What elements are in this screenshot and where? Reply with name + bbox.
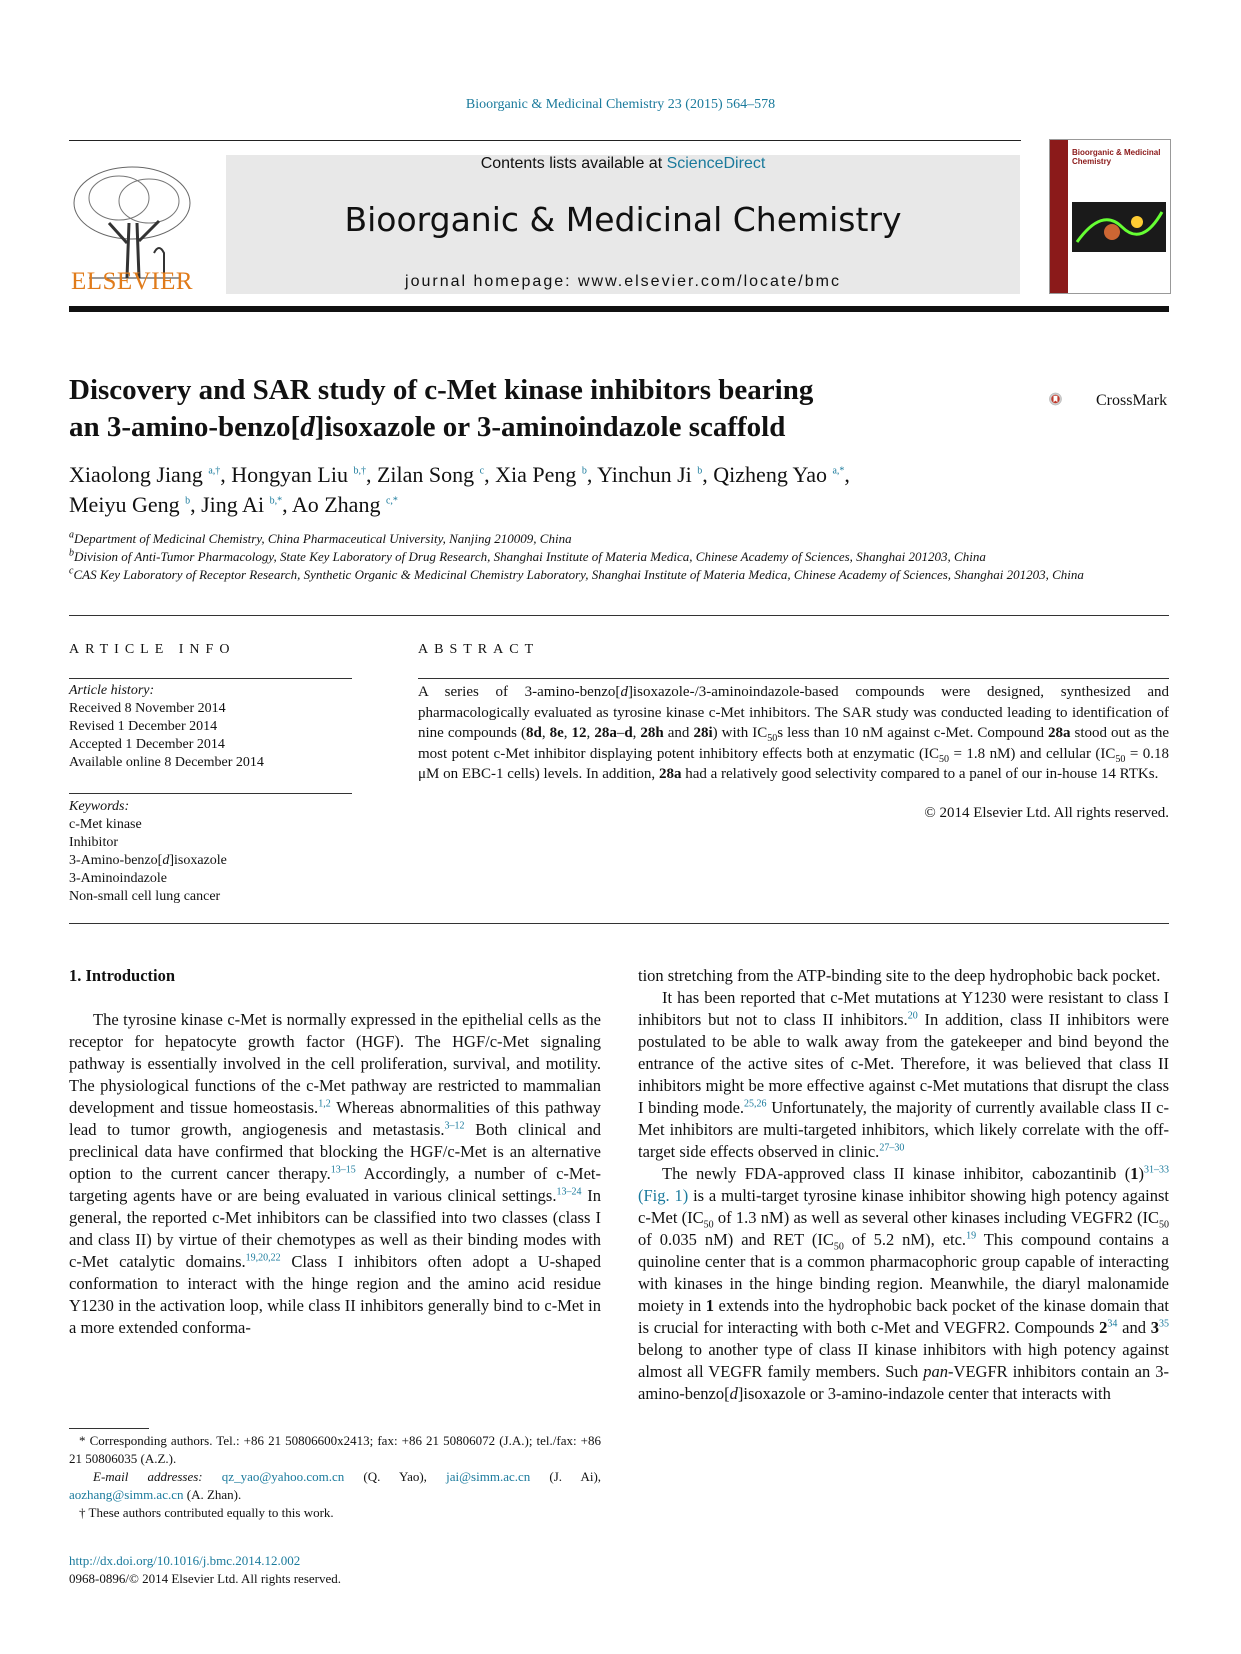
affiliation: $^a$Department of Medicinal Chemistry, China Pharmaceutical University, Nanjing 210009, China: [69, 529, 572, 546]
footnotes: [69, 1432, 601, 1522]
email-link[interactable]: qz_yao@yahoo.com.cn: [221, 1469, 345, 1484]
author: Qizheng Yao $^{a,*}$,: [713, 462, 850, 487]
crossmark-icon[interactable]: [1049, 378, 1091, 420]
author: Hongyan Liu $^{b,\dagger}$,: [231, 462, 377, 487]
accepted-date: Accepted 1 December 2014: [69, 737, 225, 752]
author: Yinchun Ji $^b$,: [597, 462, 714, 487]
email-link[interactable]: aozhang@simm.ac.cn: [69, 1487, 184, 1502]
paragraph: The newly FDA-approved class II kinase inhibitor, cabozantinib $(1)^{31-33}$ (Fig. 1) is a multi-target tyrosine kinase inhibitor showing high potency against c-Met ($IC_{50}$ of 1.3 nM) as well as several other kinases including VEGFR2 ($IC_{50}$ of 0.035 nM) and RET ($IC_{50}$ of 5.2 nM), etc.$^{19}$ This compound contains a quinoline center that is a common pharmacophoric group capable of interacting with kinases in the hinge binding region. Meanwhile, the diaryl malonamide moiety in 1 extends into the hydrophobic back pocket of the kinase domain that is crucial for interacting with both c-Met and VEGFR2. Compounds $2^{34}$ and $3^{35}$ belong to another type of class II kinase inhibitors with high potency against almost all VEGFR family members. Such pan-VEGFR inhibitors contain an 3-amino-benzo[d]isoxazole or 3-amino-indazole center that interacts with: [638, 1164, 1170, 1403]
revised-date: Revised 1 December 2014: [69, 719, 218, 734]
author: Meiyu Geng $^b$,: [69, 492, 202, 517]
section-rule: [69, 615, 1169, 616]
cover-image: [1072, 202, 1166, 252]
publisher-name: ELSEVIER: [70, 268, 194, 295]
contents-line: [226, 155, 1020, 173]
corresponding-footnote: * Corresponding authors. Tel.: +86 21 50806600x2413; fax: +86 21 50806072 (J.A.); tel./fax: +86 21 50806035 (A.Z.).: [69, 1433, 601, 1466]
paragraph: It has been reported that c-Met mutations at Y1230 were resistant to class I inhibitors but not to class II inhibitors.$^{20}$ In addition, class II inhibitors were postulated to be able to walk away from the gatekeeper and bind beyond the entrance of the active sites of c-Met. Therefore, it was believed that class II inhibitors might be more effective against c-Met mutations that disrupt the class I binding mode.$^{25,26}$ Unfortunately, the majority of currently available class II c-Met inhibitors are multi-targeted inhibitors, which likely correlate with the off-target side effects observed in clinic.$^{27-30}$: [638, 988, 1169, 1161]
abstract-copyright: © 2014 Elsevier Ltd. All rights reserved.: [924, 805, 1169, 821]
author: Xia Peng $^b$,: [495, 462, 598, 487]
keyword: 3-Amino-benzo[d]isoxazole: [69, 853, 227, 868]
journal-citation[interactable]: Bioorganic & Medicinal Chemistry 23 (2015) 564–578: [465, 97, 776, 112]
abstract-heading: ABSTRACT: [418, 642, 540, 657]
journal-cover-thumbnail: [1049, 139, 1171, 294]
online-date: Available online 8 December 2014: [69, 755, 264, 770]
body-column-left: [69, 965, 601, 1339]
title-line-2: an 3-amino-benzo[d]isoxazole or 3-aminoindazole scaffold: [69, 411, 786, 443]
sciencedirect-link[interactable]: ScienceDirect: [666, 155, 766, 172]
email-link[interactable]: jai@simm.ac.cn: [446, 1469, 531, 1484]
author: Ao Zhang $^{c,*}$: [291, 492, 398, 517]
keyword: 3-Aminoindazole: [69, 871, 167, 886]
article-info-heading: ARTICLE INFO: [69, 642, 236, 657]
equal-contribution-footnote: † These authors contributed equally to this work.: [79, 1505, 334, 1520]
issn-line: 0968-0896/© 2014 Elsevier Ltd. All rights reserved.: [69, 1571, 341, 1586]
received-date: Received 8 November 2014: [69, 701, 226, 716]
header-rule: [69, 140, 1021, 141]
figure-link[interactable]: (Fig. 1): [638, 1186, 689, 1205]
article-info-rule: [69, 678, 352, 679]
section-heading: 1. Introduction: [69, 966, 176, 985]
author-list: [69, 460, 1169, 520]
body-column-right: [638, 965, 1169, 1405]
body-rule: [69, 923, 1169, 924]
paragraph: tion stretching from the ATP-binding site to the deep hydrophobic back pocket.: [638, 966, 1161, 985]
keywords: [69, 798, 352, 906]
author: Jing Ai $^{b,*}$,: [201, 492, 292, 517]
history-label: Article history:: [69, 683, 155, 698]
doi-block: [69, 1552, 601, 1588]
journal-homepage[interactable]: journal homepage: www.elsevier.com/locate/bmc: [405, 273, 841, 290]
header-thick-rule: [69, 306, 1169, 312]
author: Xiaolong Jiang $^{a,\dagger}$,: [69, 462, 232, 487]
keyword: c-Met kinase: [69, 817, 142, 832]
crossmark-label[interactable]: CrossMark: [1096, 392, 1168, 409]
keywords-rule: [69, 793, 352, 794]
affiliation: $^b$Division of Anti-Tumor Pharmacology, State Key Laboratory of Drug Research, Shanghai Institute of Materia Medica, Chinese Academy of Sciences, Shanghai 201203, China: [69, 547, 986, 564]
author: Zilan Song $^c$,: [376, 462, 496, 487]
footnote-rule: [69, 1428, 149, 1429]
article-title: [69, 372, 969, 446]
cover-title: Bioorganic & Medicinal Chemistry: [1072, 148, 1161, 166]
affiliation: $^c$CAS Key Laboratory of Receptor Research, Synthetic Organic & Medicinal Chemistry Laboratory, Shanghai Institute of Materia Medica, Chinese Academy of Sciences, Shanghai 201203, China: [69, 565, 1084, 582]
title-line-1: Discovery and SAR study of c-Met kinase inhibitors bearing: [69, 374, 814, 406]
article-history: [69, 682, 352, 772]
keywords-label: Keywords:: [69, 799, 130, 814]
abstract-rule: [418, 678, 1169, 679]
paragraph: The tyrosine kinase c-Met is normally expressed in the epithelial cells as the receptor for hepatocyte growth factor (HGF). The HGF/c-Met signaling pathway is essentially involved in the cell proliferation, survival, and motility. The physiological functions of the c-Met pathway are restricted to mammalian development and tissue homeostasis.$^{1,2}$ Whereas abnormalities of this pathway lead to tumor growth, angiogenesis and metastasis.$^{3-12}$ Both clinical and preclinical data have confirmed that blocking the HGF/c-Met is an alternative option to the current cancer therapy.$^{13-15}$ Accordingly, a number of c-Met-targeting agents have or are being evaluated in various clinical settings.$^{13-24}$ In general, the reported c-Met inhibitors can be classified into two classes (class I and class II) by virtue of their chemotypes as well as their binding modes with c-Met catalytic domains.$^{19,20,22}$ Class I inhibitors often adopt a U-shaped conformation to interact with the hinge region and the amino acid residue Y1230 in the activation loop, while class II inhibitors generally bind to c-Met in a more extended conforma-: [69, 1010, 601, 1337]
doi-link[interactable]: http://dx.doi.org/10.1016/j.bmc.2014.12.002: [69, 1553, 301, 1568]
journal-name: Bioorganic & Medicinal Chemistry: [344, 200, 902, 239]
cover-band: [1050, 140, 1068, 293]
abstract-text: A series of 3-amino-benzo[d]isoxazole-/3-aminoindazole-based compounds were designed, synthesized and pharmacologically evaluated as tyrosine kinase c-Met inhibitors. The SAR study was conducted leading to identification of nine compounds (8d, 8e, 12, 28a–d, 28h and 28i) with $IC_{50}s$ less than 10 nM against c-Met. Compound 28a stood out as the most potent c-Met inhibitor displaying potent inhibitory effects both at enzymatic ($IC_{50} = 1.8$ nM) and cellular ($IC_{50} = 0.18$ μM on EBC-1 cells) levels. In addition, 28a had a relatively good selectivity compared to a panel of our in-house 14 RTKs.: [418, 684, 1170, 782]
keyword: Non-small cell lung cancer: [69, 889, 221, 904]
keyword: Inhibitor: [69, 835, 118, 850]
contents-prefix: Contents lists available at: [480, 155, 667, 172]
affiliations: [69, 530, 1169, 584]
email-footnote: E-mail addresses: qz_yao@yahoo.com.cn (Q. Yao), jai@simm.ac.cn (J. Ai), aozhang@simm.ac.cn (A. Zhan).: [69, 1469, 602, 1502]
